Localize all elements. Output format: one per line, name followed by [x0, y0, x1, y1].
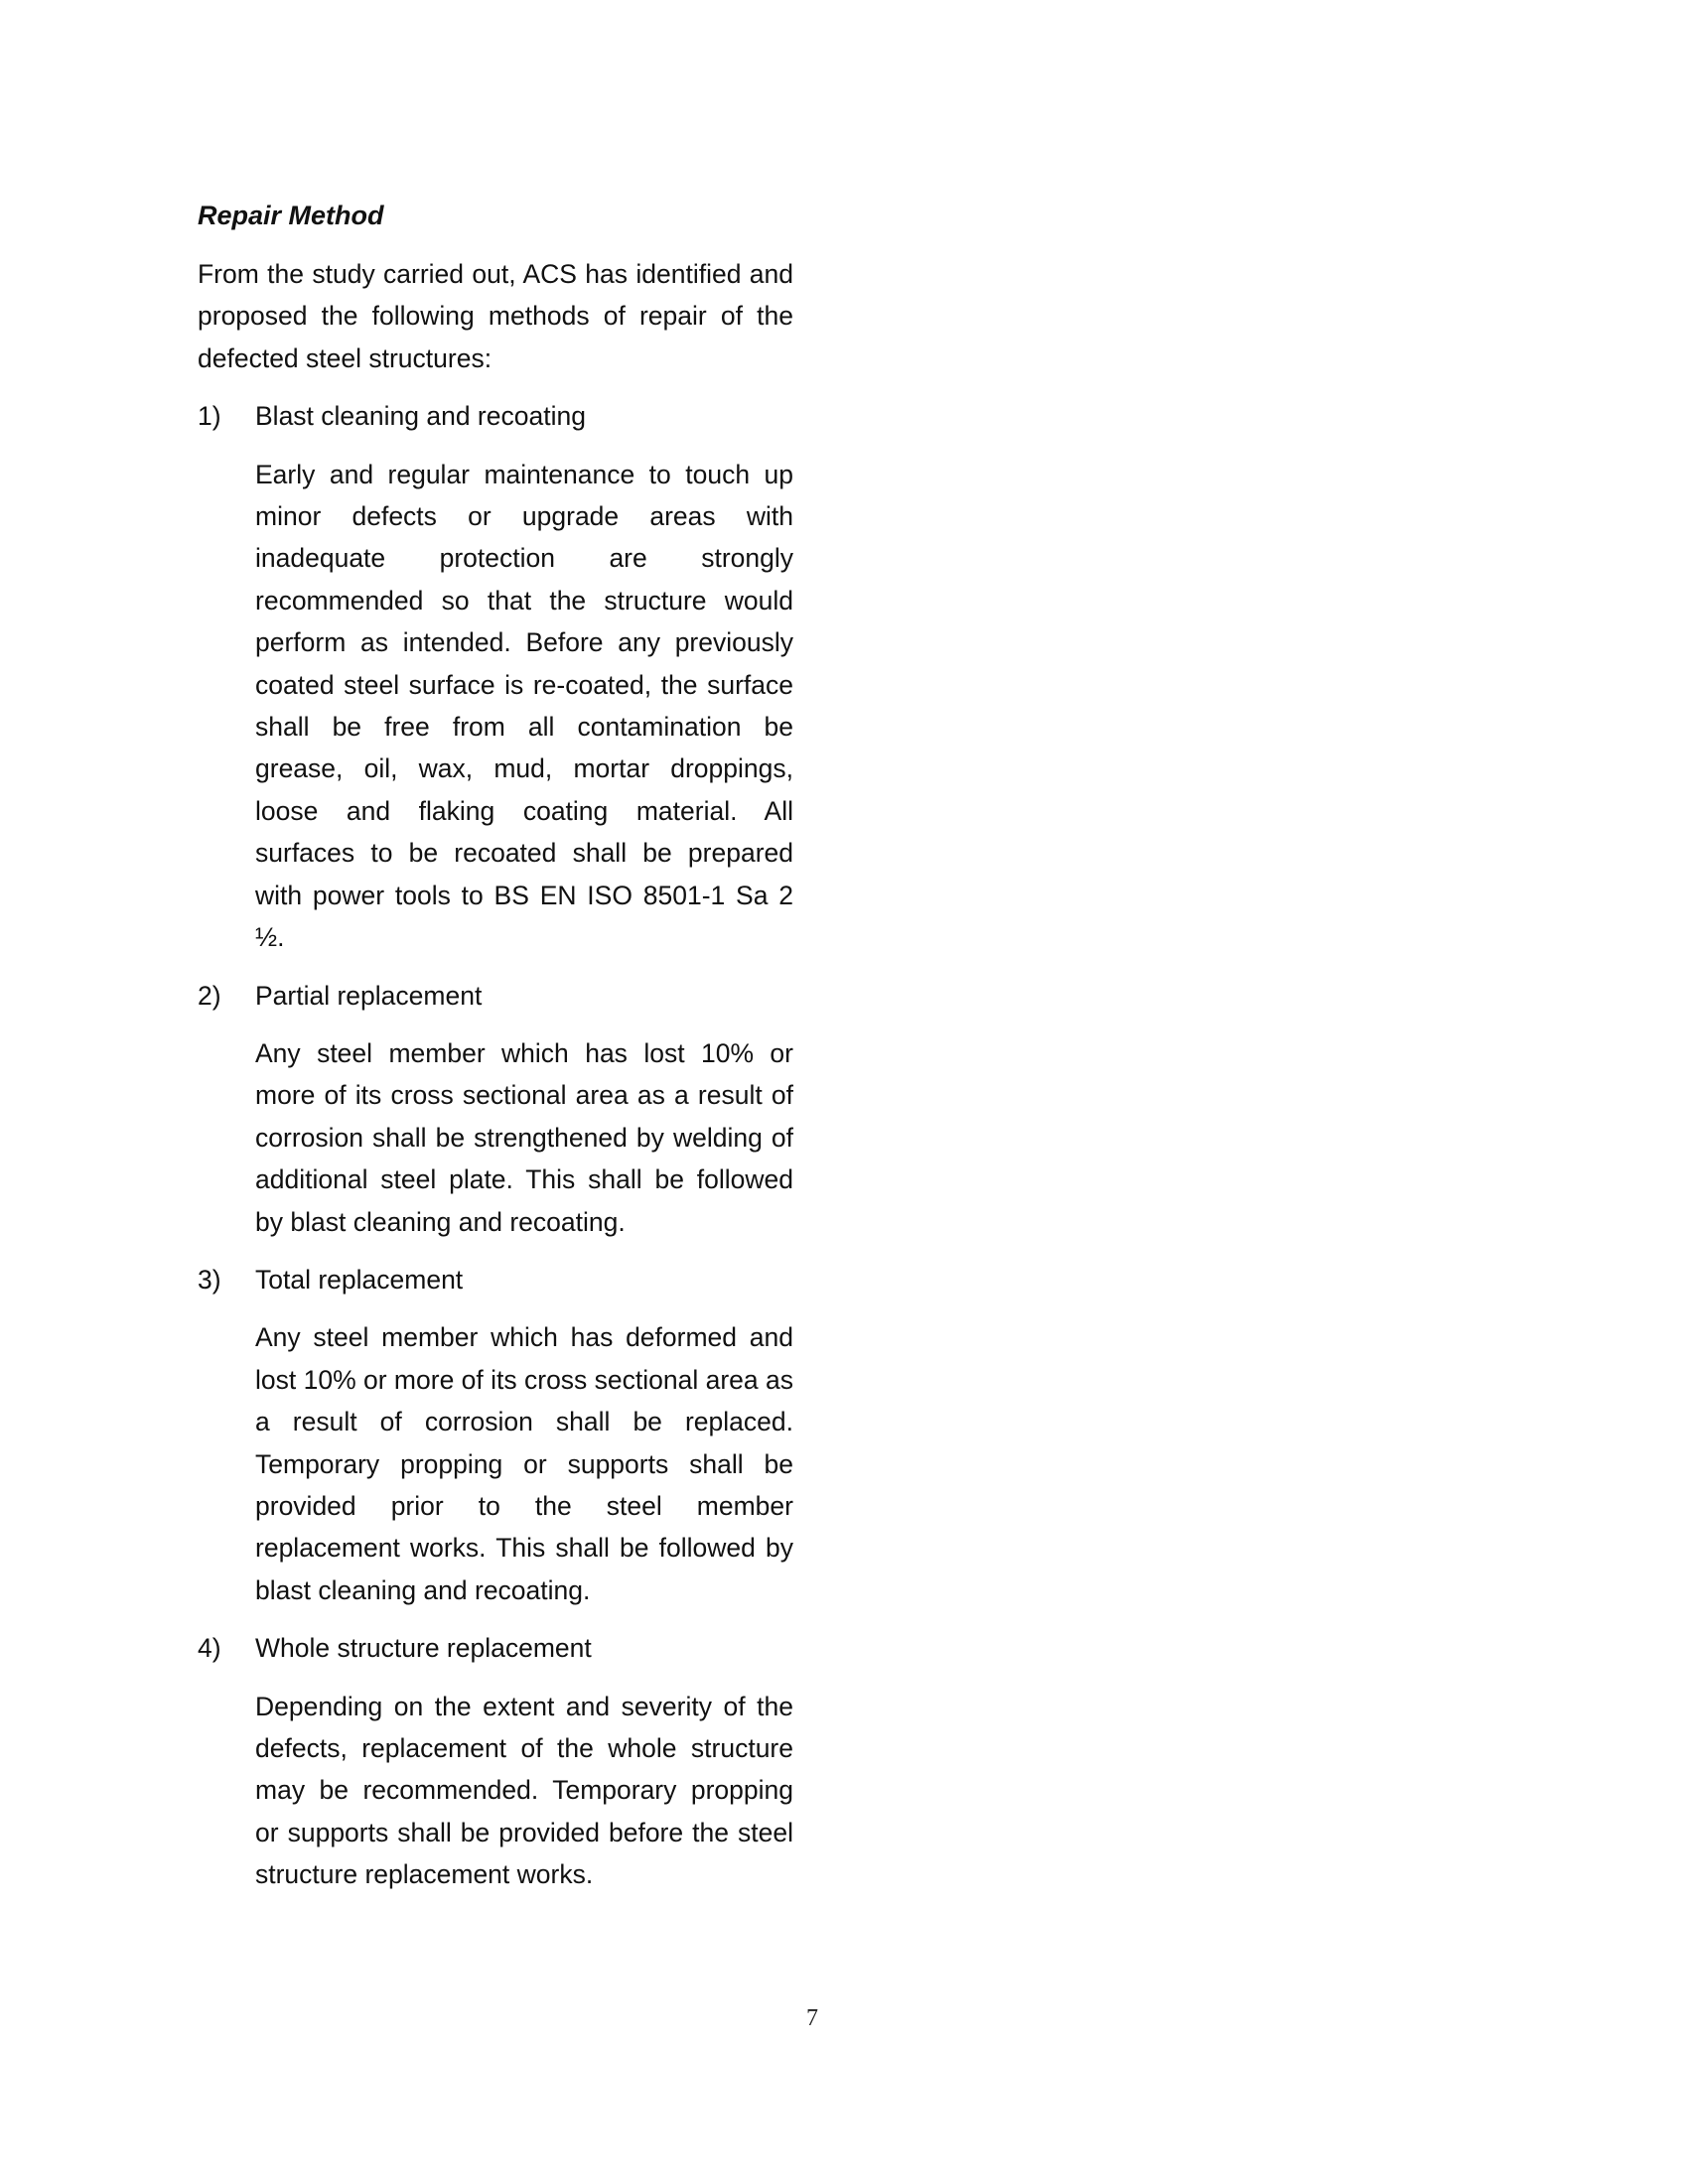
item-body: Depending on the extent and severity of the defects, replacement of the whole structure may be recommended. Temporary propping or supports shall be provided before the steel structure replacement works.: [255, 1691, 793, 1890]
repair-method-item: [198, 395, 793, 958]
item-title: Partial replacement: [255, 980, 483, 1011]
item-title-row: [198, 395, 793, 437]
item-number: 4): [198, 1633, 221, 1664]
repair-method-item: [198, 1259, 793, 1611]
item-title-row: [198, 1627, 793, 1669]
item-title: Whole structure replacement: [255, 1633, 592, 1664]
intro-paragraph: From the study carried out, ACS has identified and proposed the following methods of repair of the defected steel structures:: [198, 259, 793, 373]
item-body: Early and regular maintenance to touch up minor defects or upgrade areas with inadequate protection are strongly recommended so that the structure would perform as intended. Before any previously coated steel surface is re-coated, the surface shall be free from all contamination be grease, oil, wax, mud, mortar droppings, loose and flaking coating material. All surfaces to be recoated shall be prepared with power tools to BS EN ISO 8501-1 Sa 2 ½.: [255, 459, 793, 953]
repair-method-item: [198, 1627, 793, 1895]
repair-method-section: [198, 195, 793, 1896]
item-number: 3): [198, 1264, 221, 1295]
item-title-row: [198, 975, 793, 1017]
item-title-row: [198, 1259, 793, 1300]
item-number: 1): [198, 401, 221, 432]
item-number: 2): [198, 980, 221, 1011]
repair-method-item: [198, 975, 793, 1243]
page-number: 7: [806, 2005, 818, 2031]
item-title: Total replacement: [255, 1264, 464, 1295]
section-heading: Repair Method: [198, 201, 384, 230]
item-body: Any steel member which has lost 10% or more of its cross sectional area as a result of corrosion shall be strengthened by welding of additional steel plate. This shall be followed by blast cleaning and recoating.: [255, 1037, 793, 1237]
item-title: Blast cleaning and recoating: [255, 401, 586, 432]
item-body: Any steel member which has deformed and lost 10% or more of its cross sectional area as a result of corrosion shall be replaced. Temporary propping or supports shall be provided prior to the steel member replacement works. This shall be followed by blast cleaning and recoating.: [255, 1322, 794, 1605]
